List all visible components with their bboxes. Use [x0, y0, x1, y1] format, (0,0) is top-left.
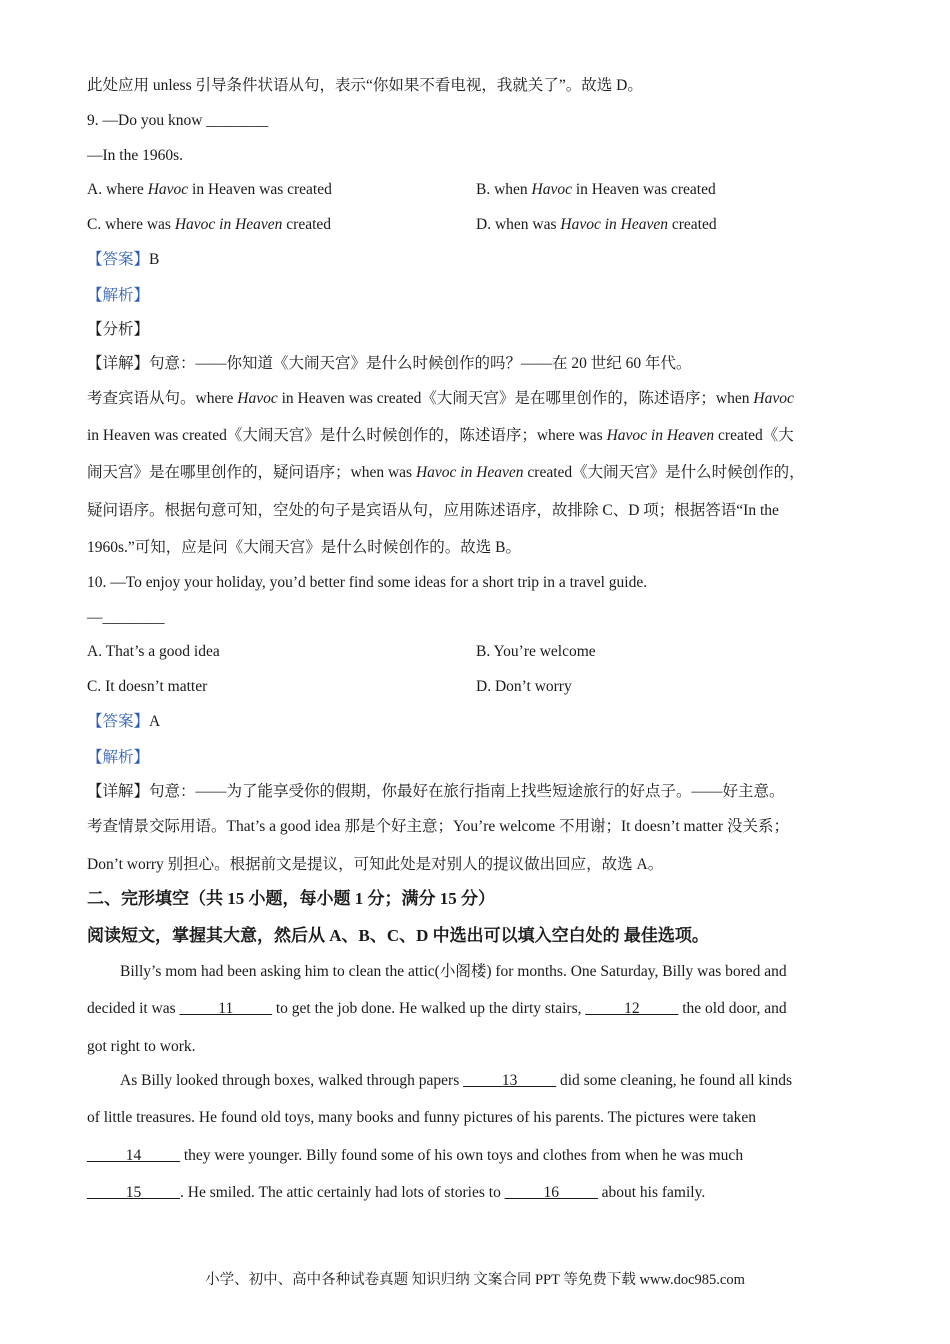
section-heading: 二、完形填空（共 15 小题，每小题 1 分；满分 15 分） — [87, 889, 495, 908]
passage-line: Billy’s mom had been asking him to clean the attic(小阁楼) for months. One Saturday, Billy was bored and — [120, 963, 787, 980]
passage-line: _____14_____ they were younger. Billy found some of his own toys and clothes from when he was much — [87, 1147, 744, 1164]
q9-option-b: B. when Havoc in Heaven was created — [476, 181, 716, 198]
q9-analysis-heading: 【解析】 — [87, 287, 150, 304]
answer-tag: 【答案】 — [87, 251, 150, 268]
q9-detail-3: in Heaven was created《大闹天宫》是什么时候创作的，陈述语序；where was Havoc in Heaven created《大 — [87, 427, 794, 444]
passage-line: _____15_____. He smiled. The attic certainly had lots of stories to _____16_____ about his family. — [87, 1184, 706, 1201]
passage-line: got right to work. — [87, 1038, 196, 1055]
blank-11: _____11_____ — [179, 1000, 272, 1017]
question-9 — [87, 111, 268, 131]
q9-detail-2: 考查宾语从句。where Havoc in Heaven was created《大闹天宫》是在哪里创作的，陈述语序；when Havoc — [87, 390, 794, 407]
passage-line: of little treasures. He found old toys, many books and funny pictures of his parents. The pictures were taken — [87, 1109, 757, 1126]
blank-15: _____15_____ — [87, 1184, 180, 1201]
q9-option-d: D. when was Havoc in Heaven created — [476, 216, 717, 233]
q10-answer: 【答案】A — [87, 713, 161, 730]
q9-option-c: C. where was Havoc in Heaven created — [87, 216, 332, 233]
section-instruction: 阅读短文，掌握其大意，然后从 A、B、C、D 中选出可以填入空白处的 最佳选项。 — [87, 926, 709, 945]
q10-option-c: C. It doesn’t matter — [87, 678, 208, 695]
q10-detail-2: 考查情景交际用语。That’s a good idea 那是个好主意；You’re welcome 不用谢；It doesn’t matter 没关系； — [87, 818, 790, 835]
blank-13: _____13_____ — [463, 1072, 557, 1089]
question-9-reply — [87, 146, 183, 166]
q9-answer — [87, 250, 159, 270]
reply-text: —In the 1960s. — [87, 147, 184, 164]
q9-detail-4: 闹天宫》是在哪里创作的，疑问语序；when was Havoc in Heaven created《大闹天宫》是什么时候创作的， — [87, 464, 805, 481]
blank-16: _____16_____ — [504, 1184, 598, 1201]
text-line — [87, 76, 643, 96]
page-footer: 小学、初中、高中各种试卷真题 知识归纳 文案合同 PPT 等免费下载 www.doc985.com — [205, 1272, 745, 1288]
question-10-blank: —________ — [87, 609, 165, 626]
explanation-text: 此处应用 unless 引导条件状语从句，表示“你如果不看电视，我就关了”。故选 D。 — [87, 77, 643, 94]
blank-14: _____14_____ — [87, 1147, 180, 1164]
q9-detail-1: 【详解】句意：——你知道《大闹天宫》是什么时候创作的吗？——在 20 世纪 60 年代。 — [87, 355, 692, 372]
q9-option-a: A. where Havoc in Heaven was created — [87, 181, 332, 198]
q10-analysis-heading: 【解析】 — [87, 749, 150, 766]
q9-detail-6: 1960s.”可知，应是问《大闹天宫》是什么时候创作的。故选 B。 — [87, 539, 522, 556]
q10-option-a: A. That’s a good idea — [87, 643, 220, 660]
q10-detail-1: 【详解】句意：——为了能享受你的假期，你最好在旅行指南上找些短途旅行的好点子。——好主意。 — [87, 783, 785, 800]
question-text: 9. —Do you know ________ — [87, 112, 269, 129]
q9-detail-5: 疑问语序。根据句意可知，空处的句子是宾语从句，应用陈述语序，故排除 C、D 项；根据答语“In the — [87, 502, 779, 519]
answer-value: B — [149, 251, 160, 268]
q9-fenxi-heading: 【分析】 — [87, 321, 150, 338]
q10-detail-3: Don’t worry 别担心。根据前文是提议，可知此处是对别人的提议做出回应，故选 A。 — [87, 856, 664, 873]
q10-option-b: B. You’re welcome — [476, 643, 596, 660]
blank-12: _____12_____ — [585, 1000, 679, 1017]
passage-line: decided it was _____11_____ to get the job done. He walked up the dirty stairs, _____12_____ the old door, and — [87, 1000, 787, 1017]
question-10: 10. —To enjoy your holiday, you’d better find some ideas for a short trip in a travel guide. — [87, 574, 648, 591]
passage-line: As Billy looked through boxes, walked through papers _____13_____ did some cleaning, he found all kinds — [120, 1072, 793, 1089]
q10-option-d: D. Don’t worry — [476, 678, 572, 695]
